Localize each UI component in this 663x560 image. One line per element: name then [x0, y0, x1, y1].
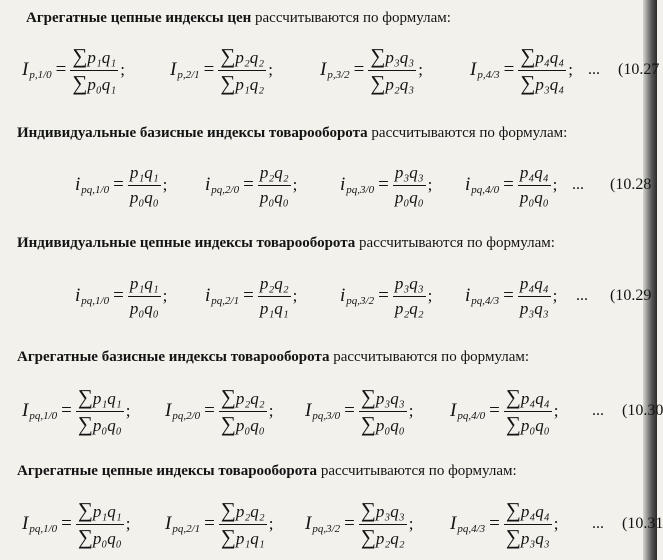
- index-symbol: [75, 174, 109, 196]
- formula-2-2: [340, 266, 432, 326]
- numerator: ∑p₃q₃: [360, 497, 405, 522]
- denominator: ∑p₀q₀: [77, 411, 122, 436]
- formula-4-2: [305, 494, 413, 554]
- formula-1-2: [340, 155, 432, 215]
- equals-sign: =: [113, 174, 124, 195]
- formula-1-1: [205, 155, 297, 215]
- index-letter: i: [340, 174, 346, 195]
- separator: ;: [125, 514, 131, 533]
- denominator: ∑p₂q₃: [370, 70, 415, 95]
- index-letter: i: [75, 174, 81, 195]
- numerator: p₁q₁: [129, 273, 159, 293]
- fraction: [368, 45, 416, 96]
- separator: ;: [268, 60, 273, 79]
- heading-aggregate-chain-turnover: Агрегатные цепные индексы товарооборота рассчитываются по формулам:: [17, 463, 517, 479]
- index-subscript: p,4/3: [477, 69, 500, 81]
- formula-4-3: [450, 494, 558, 554]
- denominator: ∑p₁q₂: [220, 70, 265, 95]
- separator: ;: [268, 401, 274, 420]
- separator: ;: [552, 175, 558, 194]
- formula-4-0: [22, 494, 130, 554]
- numerator: p₂q₂: [259, 273, 289, 293]
- fraction: [258, 162, 291, 209]
- fraction: [76, 386, 124, 437]
- equals-sign: =: [61, 513, 72, 534]
- index-subscript: pq,2/1: [172, 523, 201, 535]
- numerator: ∑p₄q₄: [505, 384, 550, 409]
- heading-individual-base-turnover: Индивидуальные базисные индексы товарооборота рассчитываются по формулам:: [17, 125, 568, 141]
- index-symbol: [305, 400, 340, 422]
- equals-sign: =: [378, 285, 389, 306]
- index-symbol: [205, 285, 239, 307]
- numerator: ∑p₃q₃: [370, 43, 415, 68]
- numerator: ∑p₁q₁: [72, 43, 117, 68]
- formula-row-10-27: [0, 40, 660, 100]
- index-letter: I: [22, 59, 29, 80]
- equals-sign: =: [344, 513, 355, 534]
- numerator: ∑p₄q₄: [505, 497, 550, 522]
- equals-sign: =: [353, 59, 365, 80]
- index-symbol: [450, 400, 485, 422]
- index-symbol: [165, 400, 200, 422]
- numerator: ∑p₃q₃: [360, 384, 405, 409]
- denominator: ∑p₀q₀: [505, 411, 550, 436]
- denominator: p₃q₃: [518, 296, 551, 320]
- numerator: ∑p₁q₁: [77, 384, 122, 409]
- index-letter: i: [465, 174, 471, 195]
- formula-3-3: [450, 381, 558, 441]
- fraction: [128, 162, 161, 209]
- index-letter: i: [75, 285, 81, 306]
- numerator: ∑p₂q₂: [220, 384, 265, 409]
- denominator: p₀q₀: [128, 296, 161, 320]
- equation-number: (10.29: [610, 287, 652, 304]
- index-subscript: pq,1/0: [81, 295, 110, 307]
- equals-sign: =: [243, 174, 254, 195]
- formula-row-10-28: [0, 155, 657, 215]
- index-letter: I: [470, 59, 477, 80]
- index-subscript: pq,1/0: [29, 523, 58, 535]
- fraction: [219, 499, 267, 550]
- denominator: ∑p₀q₀: [77, 524, 122, 549]
- denominator: p₀q₀: [258, 185, 291, 209]
- separator: ;: [568, 60, 573, 79]
- fraction: [218, 45, 266, 96]
- formula-0-2: [320, 40, 423, 100]
- denominator: ∑p₃q₄: [520, 70, 565, 95]
- separator: ;: [125, 401, 131, 420]
- index-subscript: pq,2/0: [211, 184, 240, 196]
- index-symbol: [465, 285, 499, 307]
- separator: ;: [552, 286, 558, 305]
- index-symbol: [22, 59, 52, 81]
- index-letter: I: [305, 513, 312, 534]
- ellipsis: ...: [576, 287, 588, 304]
- equals-sign: =: [378, 174, 389, 195]
- formula-3-1: [165, 381, 273, 441]
- heading-aggregate-chain-price: Агрегатные цепные индексы цен рассчитываются по формулам:: [26, 10, 451, 26]
- formula-2-0: [75, 266, 167, 326]
- index-subscript: pq,3/0: [346, 184, 375, 196]
- index-subscript: pq,3/2: [312, 523, 341, 535]
- separator: ;: [427, 175, 433, 194]
- index-subscript: pq,1/0: [81, 184, 110, 196]
- index-letter: I: [305, 400, 312, 421]
- denominator: p₂q₂: [393, 296, 426, 320]
- index-subscript: pq,4/0: [457, 410, 486, 422]
- index-subscript: pq,3/2: [346, 295, 375, 307]
- equation-number: (10.30: [622, 402, 663, 419]
- numerator: p₃q₃: [394, 273, 424, 293]
- index-letter: I: [22, 513, 29, 534]
- index-letter: I: [450, 513, 457, 534]
- index-letter: I: [22, 400, 29, 421]
- formula-row-10-29: [0, 266, 657, 326]
- fraction: [518, 162, 551, 209]
- index-letter: I: [320, 59, 327, 80]
- index-letter: i: [465, 285, 471, 306]
- equals-sign: =: [61, 400, 72, 421]
- separator: ;: [408, 401, 414, 420]
- formula-3-2: [305, 381, 413, 441]
- separator: ;: [553, 514, 559, 533]
- fraction: [70, 45, 118, 96]
- formula-2-1: [205, 266, 297, 326]
- index-subscript: p,2/1: [177, 69, 200, 81]
- separator: ;: [408, 514, 414, 533]
- heading-individual-chain-turnover: Индивидуальные цепные индексы товарооборота рассчитываются по формулам:: [17, 235, 555, 251]
- formula-0-0: [22, 40, 125, 100]
- index-symbol: [22, 400, 57, 422]
- equals-sign: =: [204, 513, 215, 534]
- index-symbol: [340, 285, 374, 307]
- index-subscript: pq,4/0: [471, 184, 500, 196]
- formula-row-10-30: [0, 381, 663, 441]
- index-letter: I: [450, 400, 457, 421]
- equals-sign: =: [503, 174, 514, 195]
- separator: ;: [427, 286, 433, 305]
- formula-1-3: [465, 155, 557, 215]
- index-symbol: [165, 513, 200, 535]
- index-subscript: pq,4/3: [457, 523, 486, 535]
- index-symbol: [205, 174, 239, 196]
- separator: ;: [553, 401, 559, 420]
- index-letter: I: [165, 400, 172, 421]
- formula-2-3: [465, 266, 557, 326]
- index-letter: I: [170, 59, 177, 80]
- fraction: [504, 386, 552, 437]
- index-letter: i: [205, 174, 211, 195]
- index-symbol: [470, 59, 500, 81]
- separator: ;: [292, 175, 298, 194]
- equals-sign: =: [55, 59, 67, 80]
- index-subscript: pq,2/1: [211, 295, 240, 307]
- equals-sign: =: [204, 400, 215, 421]
- numerator: p₁q₁: [129, 162, 159, 182]
- equals-sign: =: [503, 285, 514, 306]
- index-letter: I: [165, 513, 172, 534]
- equals-sign: =: [503, 59, 515, 80]
- numerator: p₄q₄: [519, 162, 549, 182]
- index-subscript: p,1/0: [29, 69, 52, 81]
- index-symbol: [170, 59, 200, 81]
- denominator: p₀q₀: [393, 185, 426, 209]
- fraction: [393, 162, 426, 209]
- formula-4-1: [165, 494, 273, 554]
- ellipsis: ...: [592, 515, 604, 532]
- index-subscript: p,3/2: [327, 69, 350, 81]
- numerator: ∑p₄q₄: [520, 43, 565, 68]
- index-subscript: pq,4/3: [471, 295, 500, 307]
- equation-number: (10.31: [622, 515, 663, 532]
- numerator: p₃q₃: [394, 162, 424, 182]
- numerator: ∑p₂q₂: [220, 497, 265, 522]
- equals-sign: =: [243, 285, 254, 306]
- fraction: [393, 273, 426, 320]
- equation-number: (10.28: [610, 176, 652, 193]
- fraction: [258, 273, 291, 320]
- index-symbol: [75, 285, 109, 307]
- equals-sign: =: [203, 59, 215, 80]
- numerator: p₄q₄: [519, 273, 549, 293]
- ellipsis: ...: [588, 61, 600, 78]
- separator: ;: [162, 175, 168, 194]
- fraction: [518, 273, 551, 320]
- denominator: ∑p₀q₁: [72, 70, 117, 95]
- denominator: ∑p₃q₃: [505, 524, 550, 549]
- index-subscript: pq,2/0: [172, 410, 201, 422]
- ellipsis: ...: [572, 176, 584, 193]
- index-symbol: [320, 59, 350, 81]
- denominator: ∑p₀q₀: [360, 411, 405, 436]
- formula-0-3: [470, 40, 573, 100]
- denominator: p₀q₀: [128, 185, 161, 209]
- index-symbol: [465, 174, 499, 196]
- formula-0-1: [170, 40, 273, 100]
- denominator: ∑p₁q₁: [220, 524, 265, 549]
- fraction: [359, 386, 407, 437]
- index-letter: i: [340, 285, 346, 306]
- index-symbol: [22, 513, 57, 535]
- separator: ;: [268, 514, 274, 533]
- index-subscript: pq,3/0: [312, 410, 341, 422]
- separator: ;: [162, 286, 168, 305]
- fraction: [128, 273, 161, 320]
- numerator: ∑p₁q₁: [77, 497, 122, 522]
- index-letter: i: [205, 285, 211, 306]
- fraction: [76, 499, 124, 550]
- fraction: [518, 45, 566, 96]
- fraction: [359, 499, 407, 550]
- formula-1-0: [75, 155, 167, 215]
- equals-sign: =: [489, 400, 500, 421]
- ellipsis: ...: [592, 402, 604, 419]
- numerator: p₂q₂: [259, 162, 289, 182]
- denominator: p₁q₁: [258, 296, 291, 320]
- equals-sign: =: [113, 285, 124, 306]
- index-symbol: [305, 513, 340, 535]
- fraction: [219, 386, 267, 437]
- index-subscript: pq,1/0: [29, 410, 58, 422]
- separator: ;: [292, 286, 298, 305]
- separator: ;: [418, 60, 423, 79]
- index-symbol: [450, 513, 485, 535]
- formula-3-0: [22, 381, 130, 441]
- equals-sign: =: [344, 400, 355, 421]
- numerator: ∑p₂q₂: [220, 43, 265, 68]
- formula-row-10-31: [0, 494, 663, 554]
- denominator: ∑p₀q₀: [220, 411, 265, 436]
- index-symbol: [340, 174, 374, 196]
- heading-aggregate-base-turnover: Агрегатные базисные индексы товарооборота рассчитываются по формулам:: [17, 349, 530, 365]
- separator: ;: [120, 60, 125, 79]
- denominator: ∑p₂q₂: [360, 524, 405, 549]
- equation-number: (10.27: [618, 61, 660, 78]
- denominator: p₀q₀: [518, 185, 551, 209]
- equals-sign: =: [489, 513, 500, 534]
- fraction: [504, 499, 552, 550]
